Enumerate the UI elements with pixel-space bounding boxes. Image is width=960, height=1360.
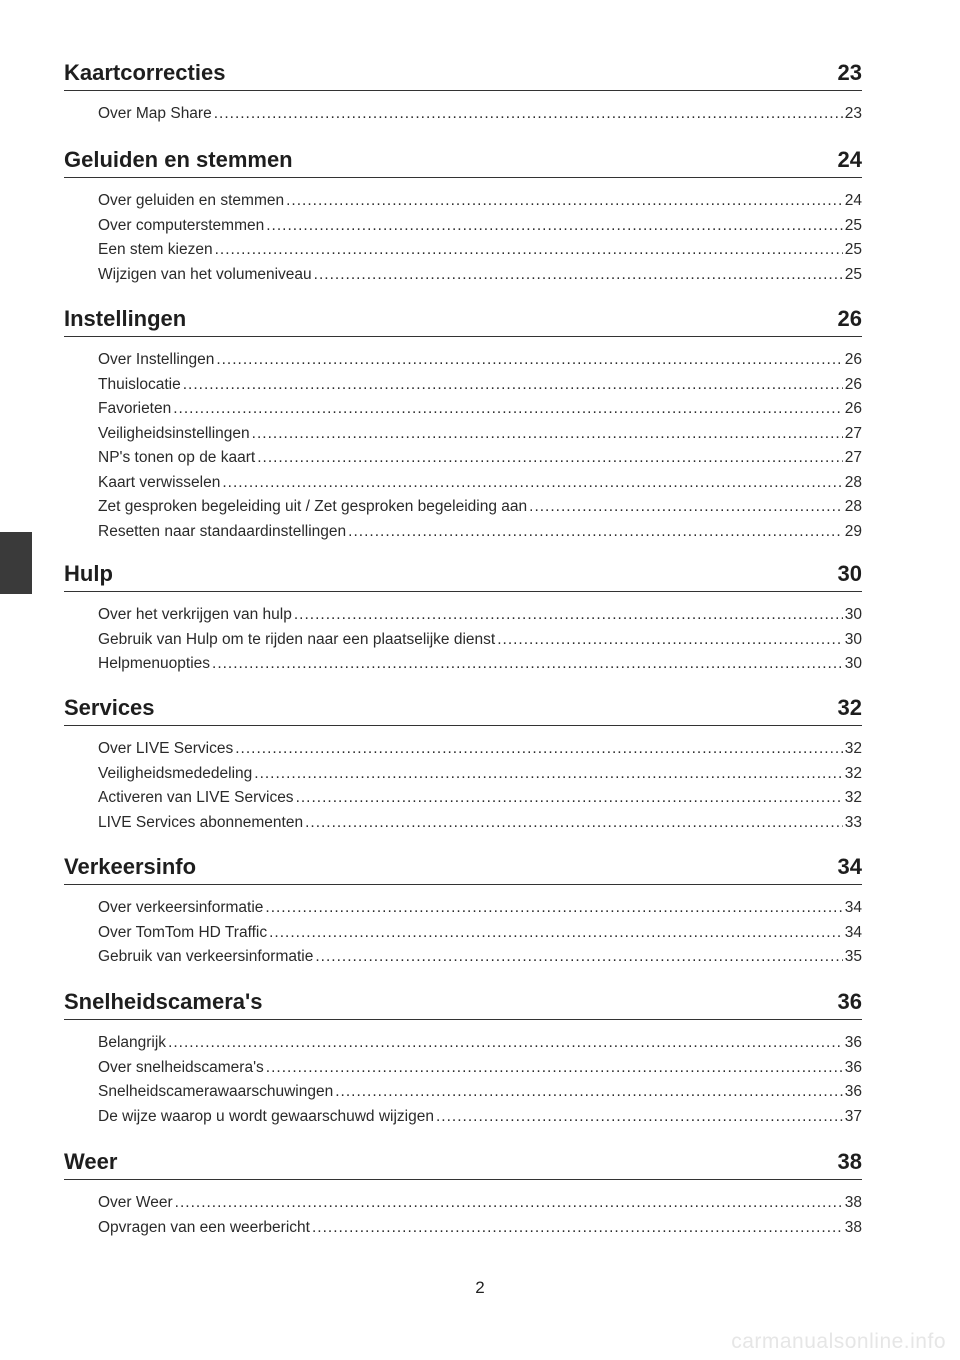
dot-leader [497,631,843,649]
dot-leader [335,1083,843,1101]
entry-page: 23 [844,105,862,122]
toc-entry[interactable] [98,192,862,217]
toc-entry[interactable] [98,924,862,949]
entry-title: Over geluiden en stemmen [98,192,285,209]
entry-title: De wijze waarop u wordt gewaarschuwd wijzigen [98,1107,434,1125]
section-heading[interactable] [64,850,862,885]
dot-leader [314,266,843,284]
dot-leader [235,740,843,758]
entry-title: Opvragen van een weerbericht [98,1218,310,1236]
section-heading[interactable] [64,985,862,1020]
toc-entry[interactable] [98,1083,862,1108]
toc-entry[interactable] [98,814,862,839]
dot-leader [265,899,842,917]
entry-page: 29 [844,522,862,540]
dot-leader [294,606,843,624]
entry-page: 38 [844,1218,862,1236]
section-title: Verkeersinfo [64,854,197,879]
dot-leader [312,1219,843,1237]
entry-title: LIVE Services abonnementen [98,813,304,831]
entry-page: 36 [844,1034,862,1051]
entry-title: Resetten naar standaardinstellingen [98,522,347,540]
section-title: Snelheidscamera's [64,989,263,1014]
entry-page: 32 [844,740,862,757]
entry-page: 25 [844,241,862,258]
dot-leader [315,948,842,966]
entry-title: Activeren van LIVE Services [98,789,294,806]
toc-entry[interactable] [98,899,862,924]
section-title: Geluiden en stemmen [64,147,293,172]
section-title: Instellingen [64,306,187,331]
toc-entry[interactable] [98,1034,862,1059]
toc-entry[interactable] [98,266,862,291]
toc-entry[interactable] [98,425,862,450]
entry-title: Gebruik van verkeersinformatie [98,948,314,965]
toc-entry[interactable] [98,449,862,474]
entry-page: 25 [844,216,862,234]
entry-page: 36 [844,1083,862,1100]
section-heading[interactable] [64,143,862,178]
dot-leader [168,1034,843,1052]
dot-leader [305,814,843,832]
entry-title: Belangrijk [98,1034,167,1051]
dot-leader [173,400,843,418]
entry-title: NP's tonen op de kaart [98,449,256,466]
section-heading[interactable] [64,302,862,337]
entry-title: Over Map Share [98,105,212,122]
toc-section-hulp [64,557,862,680]
entry-page: 27 [844,449,862,466]
entry-page: 24 [844,192,862,209]
entry-title: Thuislocatie [98,375,181,393]
entry-page: 27 [844,424,862,442]
dot-leader [257,449,843,467]
dot-leader [436,1108,843,1126]
dot-leader [216,351,842,369]
entry-title: Over computerstemmen [98,216,265,234]
dot-leader [269,924,843,942]
dot-leader [252,425,843,443]
dot-leader [286,192,843,210]
entry-title: Helpmenuopties [98,655,211,672]
section-heading[interactable] [64,1145,862,1180]
toc-entry[interactable] [98,217,862,242]
entry-title: Veiligheidsmededeling [98,764,253,782]
section-title: Services [64,695,155,720]
toc-section-weer [64,1145,862,1243]
entry-page: 25 [844,265,862,283]
section-heading[interactable] [64,56,862,91]
entry-title: Over TomTom HD Traffic [98,923,268,941]
dot-leader [222,474,842,492]
dot-leader [254,765,842,783]
dot-leader [212,655,843,673]
entry-title: Kaart verwisselen [98,473,221,491]
toc-section-verkeersinfo [64,850,862,973]
toc-entry[interactable] [98,1219,862,1244]
toc-section-snelheidscameras [64,985,862,1132]
toc-entry[interactable] [98,948,862,973]
section-page: 30 [837,561,862,586]
section-page: 34 [837,854,862,879]
entry-page: 28 [844,473,862,491]
toc-entry[interactable] [98,105,862,130]
entry-page: 30 [844,630,862,648]
entry-page: 35 [844,948,862,965]
toc-entry[interactable] [98,1059,862,1084]
toc-section-geluiden [64,143,862,290]
entry-page: 36 [844,1058,862,1076]
toc-entry[interactable] [98,765,862,790]
section-title: Hulp [64,561,113,586]
section-page: 26 [837,306,862,331]
watermark: carmanualsonline.info [731,1330,946,1353]
entry-page: 30 [844,606,862,623]
dot-leader [214,105,843,123]
entry-title: Over Weer [98,1194,173,1211]
toc-entry[interactable] [98,498,862,523]
toc-section-instellingen [64,302,862,547]
entry-page: 26 [844,351,862,368]
entry-title: Over snelheidscamera's [98,1058,264,1076]
dot-leader [266,217,843,235]
section-title: Kaartcorrecties [64,60,226,85]
page-number: 2 [475,1278,485,1297]
entry-title: Wijzigen van het volumeniveau [98,265,312,283]
toc-entry[interactable] [98,1194,862,1219]
entry-title: Zet gesproken begeleiding uit / Zet gesproken begeleiding aan [98,498,528,515]
toc-section-services [64,691,862,838]
entry-title: Over Instellingen [98,351,215,368]
toc-entry[interactable] [98,1108,862,1133]
dot-leader [175,1194,843,1212]
entry-title: Over verkeersinformatie [98,899,264,916]
dot-leader [296,789,843,807]
section-heading[interactable] [64,557,862,592]
dot-leader [215,241,843,259]
entry-page: 37 [844,1107,862,1125]
toc-entry[interactable] [98,631,862,656]
entry-title: Over het verkrijgen van hulp [98,606,292,623]
section-title: Weer [64,1149,118,1174]
entry-title: Snelheidscamerawaarschuwingen [98,1083,334,1100]
entry-title: Gebruik van Hulp om te rijden naar een plaatselijke dienst [98,630,496,648]
entry-title: Een stem kiezen [98,241,213,258]
toc-entry[interactable] [98,400,862,425]
dot-leader [183,376,843,394]
toc-entry[interactable] [98,376,862,401]
toc-entry[interactable] [98,655,862,680]
toc-section-kaartcorrecties [64,56,862,130]
entry-page: 28 [844,498,862,515]
toc-entry[interactable] [98,740,862,765]
dot-leader [348,523,843,541]
entry-title: Over LIVE Services [98,740,234,757]
entry-page: 26 [844,375,862,393]
toc-entry[interactable] [98,789,862,814]
section-heading[interactable] [64,691,862,726]
entry-title: Veiligheidsinstellingen [98,424,250,442]
dot-leader [266,1059,843,1077]
section-page: 24 [837,147,862,172]
toc-entry[interactable] [98,606,862,631]
chapter-side-tab [0,532,32,594]
toc-entry[interactable] [98,474,862,499]
entry-page: 34 [844,923,862,941]
entry-page: 34 [844,899,862,916]
toc-entry[interactable] [98,351,862,376]
toc-entry[interactable] [98,523,862,548]
entry-page: 26 [844,400,862,417]
dot-leader [529,498,843,516]
entry-page: 33 [844,813,862,831]
section-page: 32 [837,695,862,720]
section-page: 36 [837,989,862,1014]
section-page: 23 [837,60,862,85]
section-page: 38 [837,1149,862,1174]
entry-page: 38 [844,1194,862,1211]
entry-title: Favorieten [98,400,172,417]
entry-page: 32 [844,789,862,806]
toc-entry[interactable] [98,241,862,266]
entry-page: 32 [844,764,862,782]
entry-page: 30 [844,655,862,672]
